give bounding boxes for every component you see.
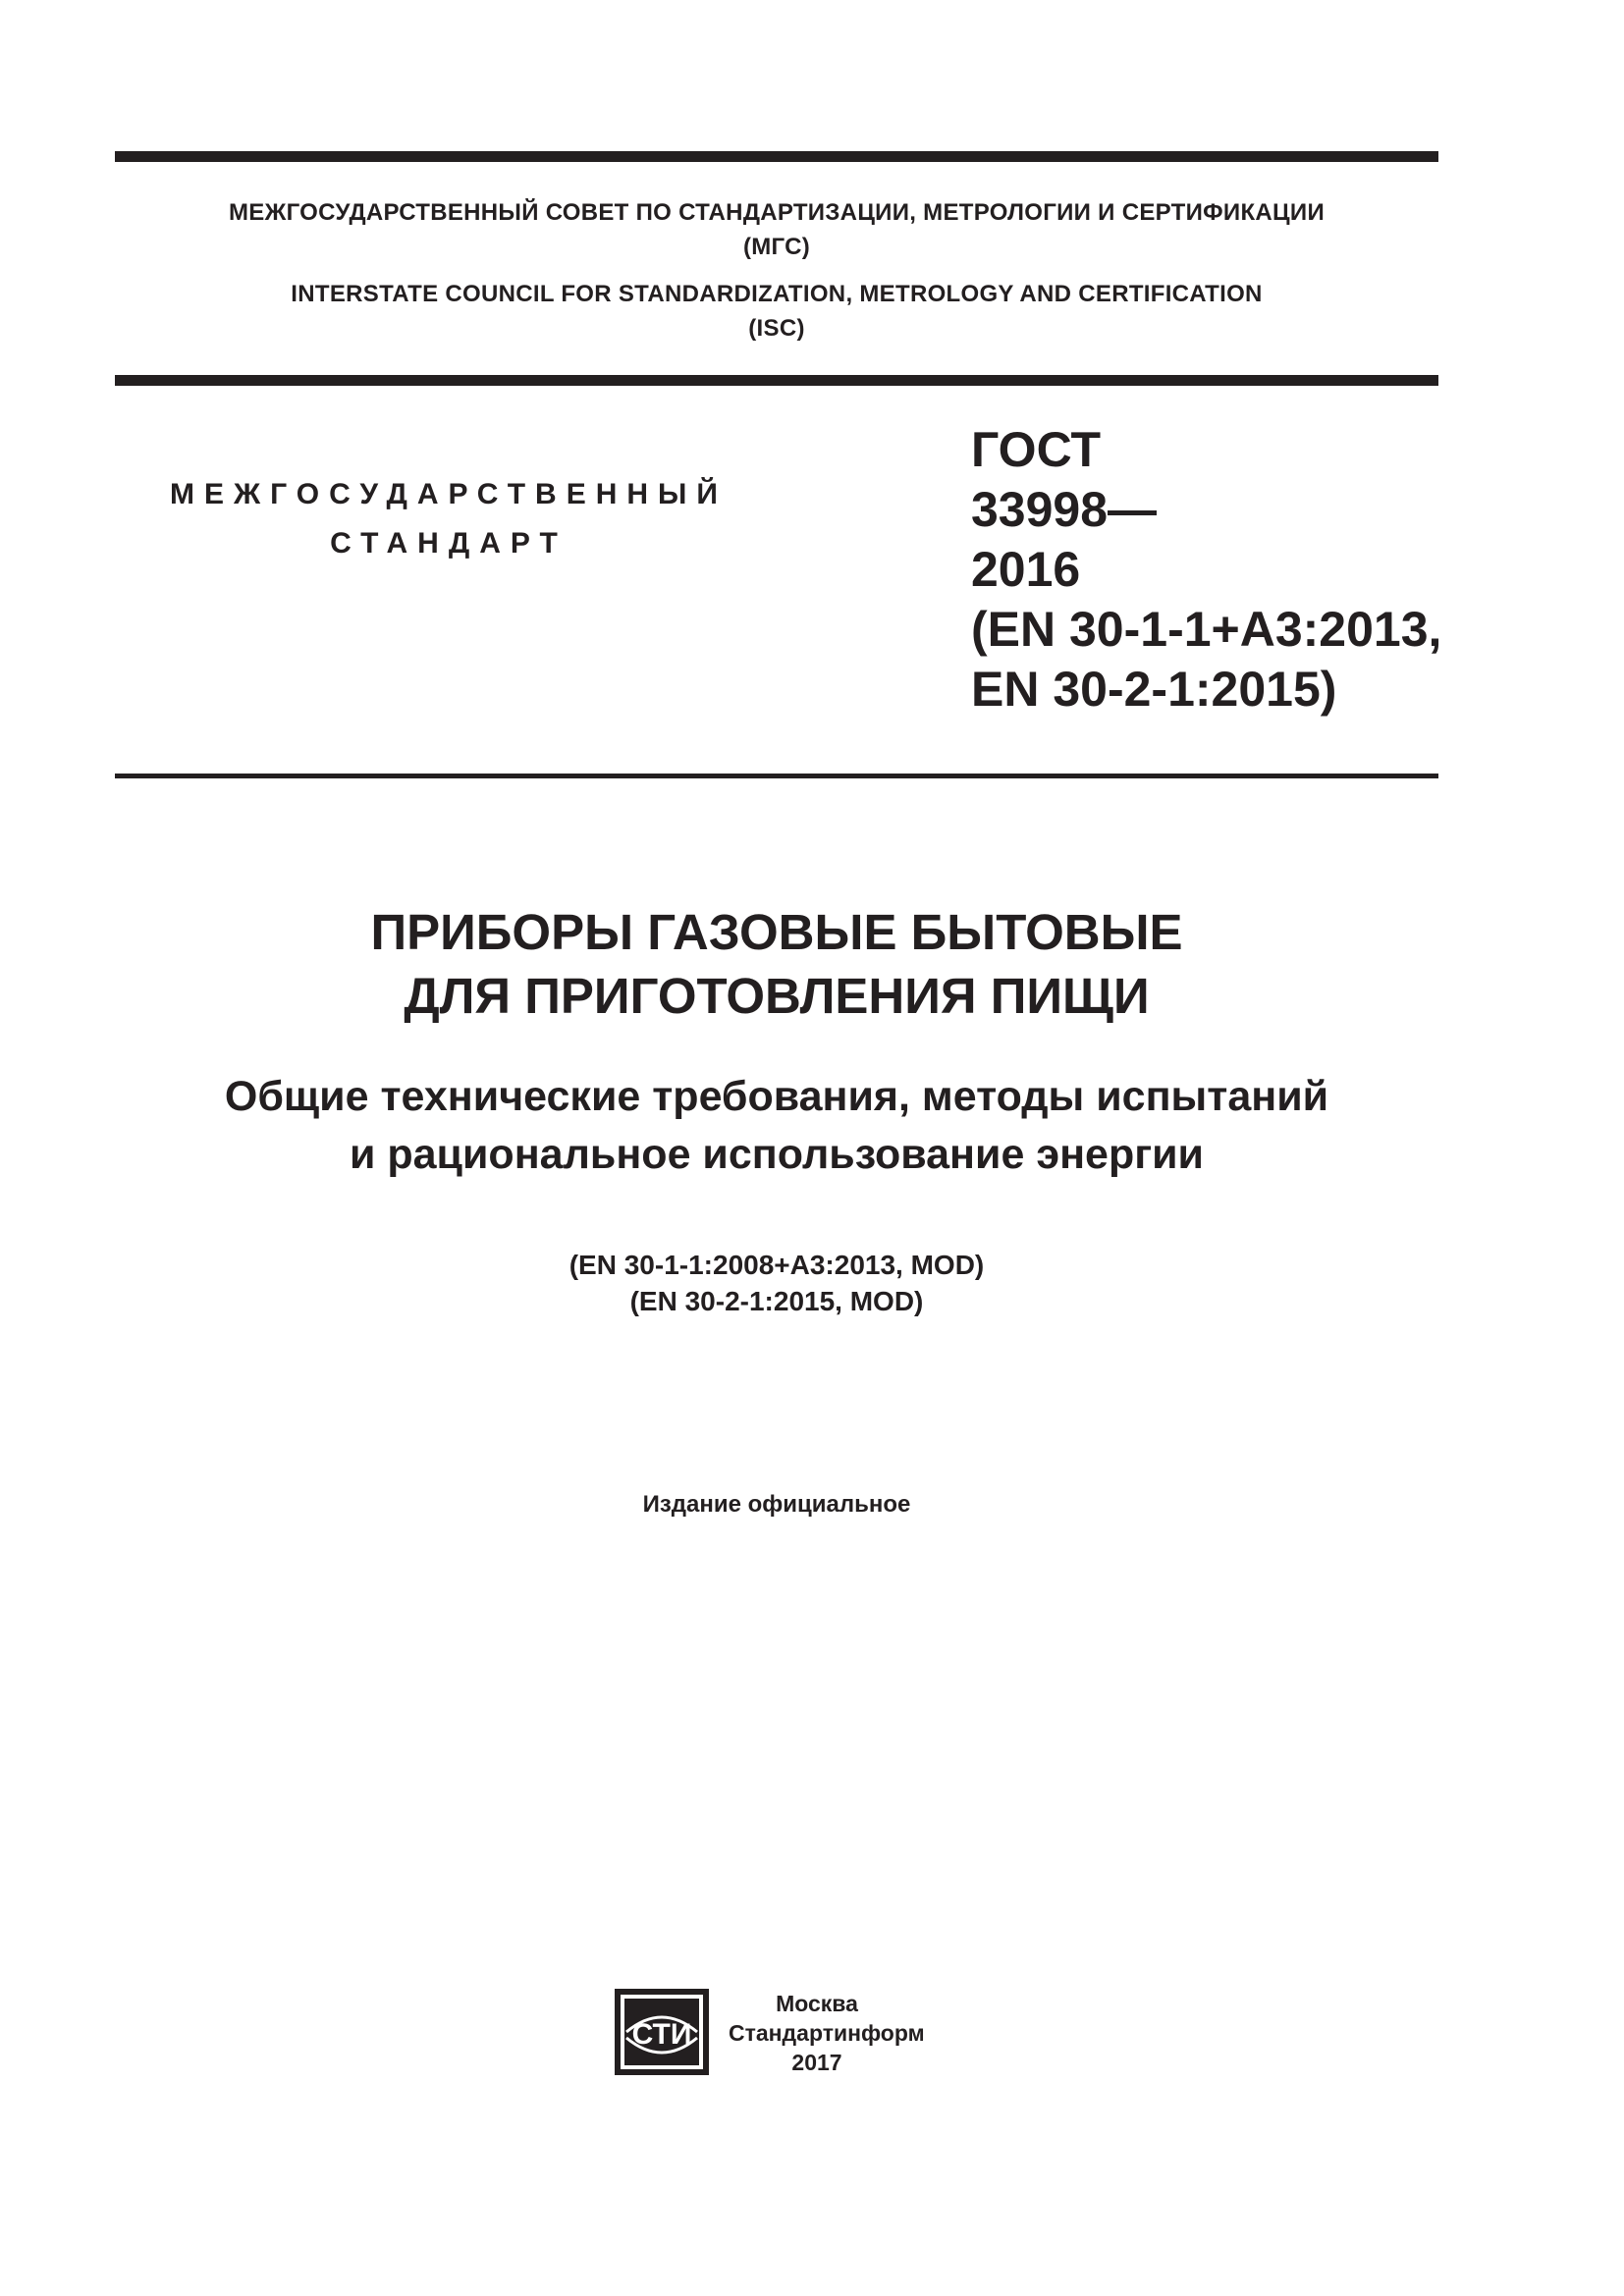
document-subtitle-line-2: и рациональное использование энергии — [350, 1131, 1204, 1178]
logo-lettering: СТИ — [631, 2018, 692, 2051]
publication-year: 2017 — [791, 2050, 842, 2075]
designation-line-2: 33998— — [971, 482, 1158, 537]
thin-rule — [115, 774, 1438, 778]
standard-designation — [971, 420, 1441, 720]
publisher-block — [729, 1989, 925, 2077]
publisher-city: Москва — [776, 1991, 858, 2016]
document-title-line-2: ДЛЯ ПРИГОТОВЛЕНИЯ ПИЩИ — [404, 968, 1150, 1024]
council-abbr-ru: (МГС) — [742, 234, 811, 260]
document-title-line-1: ПРИБОРЫ ГАЗОВЫЕ БЫТОВЫЕ — [370, 904, 1183, 960]
top-rule — [115, 151, 1438, 162]
designation-line-3: 2016 — [971, 542, 1081, 597]
edition-label: Издание официальное — [642, 1491, 911, 1518]
publisher-name: Стандартинформ — [729, 2020, 925, 2046]
council-name-en: INTERSTATE COUNCIL FOR STANDARDIZATION, METROLOGY AND CERTIFICATION — [291, 281, 1263, 307]
standard-type-line-2: СТАНДАРТ — [330, 527, 568, 560]
document-subtitle-line-1: Общие технические требования, методы испытаний — [224, 1073, 1329, 1120]
council-abbr-en: (ISC) — [748, 315, 805, 342]
reference-standard-1: (EN 30-1-1:2008+A3:2013, MOD) — [568, 1250, 985, 1280]
council-name-ru: МЕЖГОСУДАРСТВЕННЫЙ СОВЕТ ПО СТАНДАРТИЗАЦИИ, МЕТРОЛОГИИ И СЕРТИФИКАЦИИ — [228, 199, 1325, 226]
standartinform-logo-icon — [615, 1989, 709, 2075]
standard-type-line-1: МЕЖГОСУДАРСТВЕННЫЙ — [170, 478, 728, 510]
designation-line-4: (EN 30-1-1+A3:2013, — [971, 602, 1442, 657]
reference-standard-2: (EN 30-2-1:2015, MOD) — [629, 1286, 924, 1316]
middle-rule — [115, 375, 1438, 386]
designation-line-1: ГОСТ — [971, 422, 1101, 477]
designation-line-5: EN 30-2-1:2015) — [971, 662, 1337, 717]
